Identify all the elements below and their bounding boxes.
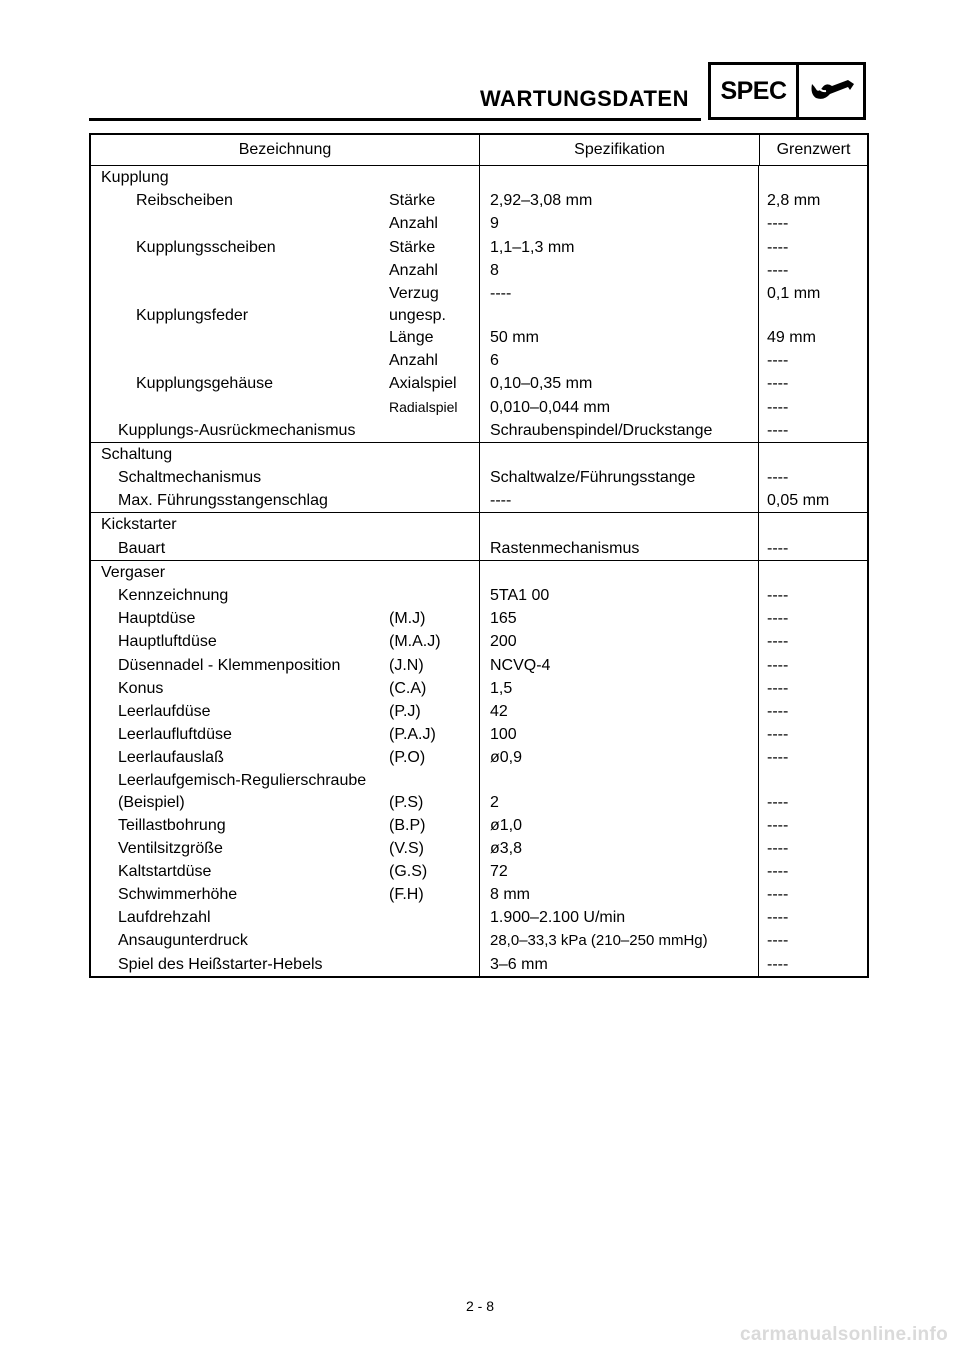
table-row xyxy=(91,607,867,630)
row-limit: ---- xyxy=(767,587,789,604)
row-limit: 0,05 mm xyxy=(767,492,830,510)
row-label: Schaltmechanismus xyxy=(118,469,262,487)
row-label: Reibscheiben xyxy=(136,192,233,210)
row-label: Leerlaufauslaß xyxy=(118,749,224,767)
table-row xyxy=(91,513,867,536)
row-limit: ---- xyxy=(767,352,789,370)
row-label: Max. Führungsstangenschlag xyxy=(118,492,328,510)
row-sublabel: Verzug xyxy=(389,284,439,302)
row-label: Kupplungsfeder xyxy=(136,307,249,325)
row-limit: 2,8 mm xyxy=(767,192,821,210)
row-limit: ---- xyxy=(767,793,789,811)
row-label: Konus xyxy=(118,679,164,697)
table-row xyxy=(91,305,867,349)
table-row xyxy=(91,746,867,769)
column-header-limit: Grenzwert xyxy=(776,141,851,158)
row-label: Kennzeichnung xyxy=(118,587,229,604)
table-row xyxy=(91,372,867,395)
wrench-icon xyxy=(804,74,858,108)
row-spec: 100 xyxy=(490,726,517,744)
row-limit: ---- xyxy=(767,238,789,256)
row-sublabel: Anzahl xyxy=(389,352,438,370)
row-label: Laufdrehzahl xyxy=(118,909,211,927)
row-label: Leerlaufdüse xyxy=(118,702,211,720)
row-label: Düsennadel - Klemmenposition xyxy=(118,656,341,674)
row-spec: 2,92–3,08 mm xyxy=(490,192,593,210)
row-spec: ---- xyxy=(490,492,512,510)
row-spec: 8 mm xyxy=(490,886,530,904)
row-limit: ---- xyxy=(767,909,789,927)
table-row xyxy=(91,770,867,814)
row-sublabel: Stärke xyxy=(389,238,436,256)
row-limit: ---- xyxy=(767,886,789,904)
row-code: (P.J) xyxy=(389,702,421,720)
table-row xyxy=(91,282,867,305)
section-kupplung xyxy=(91,166,867,443)
page-number: 2 - 8 xyxy=(465,1298,494,1314)
table-row xyxy=(91,349,867,372)
table-row xyxy=(91,654,867,677)
table-row xyxy=(91,166,867,189)
section-vergaser xyxy=(91,561,867,976)
table-row xyxy=(91,814,867,837)
row-label: Kupplungs-Ausrückmechanismus xyxy=(118,421,356,439)
section-kickstarter xyxy=(91,513,867,560)
row-sublabel: Axialspiel xyxy=(389,375,457,393)
row-code: (F.H) xyxy=(389,886,424,904)
row-limit: ---- xyxy=(767,215,789,233)
table-row xyxy=(91,466,867,489)
row-label: Ventilsitzgröße xyxy=(118,839,223,857)
row-label: Bauart xyxy=(118,539,166,557)
table-row xyxy=(91,189,867,212)
row-sublabel-top: ungesp. xyxy=(389,307,446,325)
row-limit: ---- xyxy=(767,539,789,557)
section-title: Vergaser xyxy=(101,563,166,581)
row-spec: 2 xyxy=(490,793,499,811)
row-sublabel: Länge xyxy=(389,329,434,347)
table-row xyxy=(91,561,867,584)
spec-icon-cell xyxy=(799,65,863,117)
row-limit: ---- xyxy=(767,749,789,767)
row-label: (Beispiel) xyxy=(118,793,185,811)
row-code: (B.P) xyxy=(389,816,426,834)
row-limit: ---- xyxy=(767,702,789,720)
row-limit: ---- xyxy=(767,656,789,674)
row-spec: Schraubenspindel/Druckstange xyxy=(490,421,713,439)
section-title: Kickstarter xyxy=(101,516,177,534)
row-spec: 8 xyxy=(490,261,499,279)
row-limit: ---- xyxy=(767,633,789,651)
table-row xyxy=(91,259,867,282)
row-label: Ansaugunterdruck xyxy=(118,932,248,950)
page-title: WARTUNGSDATEN xyxy=(480,86,689,111)
row-code: (G.S) xyxy=(389,862,428,880)
section-schaltung xyxy=(91,443,867,514)
table-row xyxy=(91,837,867,860)
row-code: (M.A.J) xyxy=(389,633,441,651)
row-label: Kupplungsgehäuse xyxy=(136,375,274,393)
row-spec: 200 xyxy=(490,633,517,651)
row-spec: NCVQ-4 xyxy=(490,656,551,674)
row-code: (P.S) xyxy=(389,793,424,811)
row-code: (P.O) xyxy=(389,749,426,767)
table-row xyxy=(91,860,867,883)
column-header-spec: Spezifikation xyxy=(480,135,760,165)
table-row xyxy=(91,489,867,512)
table-row xyxy=(91,396,867,419)
row-limit: ---- xyxy=(767,816,789,834)
row-spec: 9 xyxy=(490,215,499,233)
row-sublabel: Radialspiel xyxy=(389,398,458,415)
table-row xyxy=(91,537,867,560)
row-spec: 6 xyxy=(490,352,499,370)
row-limit: 0,1 mm xyxy=(767,284,821,302)
header-rule xyxy=(89,118,701,121)
row-limit: ---- xyxy=(767,679,789,697)
row-spec: 165 xyxy=(490,610,517,628)
row-spec: 72 xyxy=(490,862,508,880)
row-limit: ---- xyxy=(767,955,789,973)
table-row xyxy=(91,212,867,235)
spec-table xyxy=(89,133,869,978)
row-spec: ---- xyxy=(490,284,512,302)
column-header-name: Bezeichnung xyxy=(91,135,480,165)
table-row xyxy=(91,953,867,976)
row-limit: ---- xyxy=(767,375,789,393)
row-limit: 49 mm xyxy=(767,329,816,347)
table-row xyxy=(91,677,867,700)
row-spec: Schaltwalze/Führungsstange xyxy=(490,469,696,487)
row-limit: ---- xyxy=(767,862,789,880)
section-title: Schaltung xyxy=(101,445,173,463)
row-sublabel: Anzahl xyxy=(389,261,438,279)
row-spec: 28,0–33,3 kPa (210–250 mmHg) xyxy=(490,932,708,950)
row-limit: ---- xyxy=(767,421,789,439)
row-label: Kaltstartdüse xyxy=(118,862,212,880)
row-limit: ---- xyxy=(767,398,789,416)
row-spec: 1,1–1,3 mm xyxy=(490,238,575,256)
table-row xyxy=(91,929,867,952)
table-row xyxy=(91,236,867,259)
row-label: Spiel des Heißstarter-Hebels xyxy=(118,955,323,973)
row-spec: 0,010–0,044 mm xyxy=(490,398,611,416)
row-spec: ø0,9 xyxy=(490,749,523,767)
row-label: Hauptluftdüse xyxy=(118,633,217,651)
row-code: (P.A.J) xyxy=(389,726,436,744)
row-limit: ---- xyxy=(767,932,789,950)
row-spec: 0,10–0,35 mm xyxy=(490,375,593,393)
table-row xyxy=(91,700,867,723)
row-label: Teillastbohrung xyxy=(118,816,226,834)
row-spec: ø3,8 xyxy=(490,839,523,857)
row-code: (J.N) xyxy=(389,656,424,674)
row-limit: ---- xyxy=(767,261,789,279)
row-code: (V.S) xyxy=(389,839,424,857)
spec-label: SPEC xyxy=(711,65,799,117)
row-limit: ---- xyxy=(767,839,789,857)
row-spec: Rastenmechanismus xyxy=(490,539,640,557)
row-label: Kupplungsscheiben xyxy=(136,238,276,256)
row-code: (M.J) xyxy=(389,610,426,628)
table-row xyxy=(91,723,867,746)
table-row xyxy=(91,419,867,442)
row-limit: ---- xyxy=(767,610,789,628)
table-row xyxy=(91,443,867,466)
row-limit: ---- xyxy=(767,469,789,487)
row-sublabel: Anzahl xyxy=(389,215,438,233)
row-spec: 5TA1 00 xyxy=(490,587,550,604)
watermark: carmanualsonline.info xyxy=(740,1324,948,1345)
section-title: Kupplung xyxy=(101,169,169,186)
row-label: Schwimmerhöhe xyxy=(118,886,238,904)
row-spec: 1.900–2.100 U/min xyxy=(490,909,626,927)
row-spec: 3–6 mm xyxy=(490,955,548,973)
table-header xyxy=(91,135,867,166)
row-code: (C.A) xyxy=(389,679,427,697)
table-row xyxy=(91,906,867,929)
spec-badge xyxy=(708,62,866,120)
row-label-top: Leerlaufgemisch-Regulierschraube xyxy=(118,771,367,789)
row-label: Hauptdüse xyxy=(118,610,196,628)
row-spec: 42 xyxy=(490,702,508,720)
row-sublabel: Stärke xyxy=(389,192,436,210)
table-row xyxy=(91,883,867,906)
table-row xyxy=(91,584,867,607)
row-spec: ø1,0 xyxy=(490,816,523,834)
row-spec: 50 mm xyxy=(490,329,539,347)
row-spec: 1,5 xyxy=(490,679,513,697)
row-label: Leerlaufluftdüse xyxy=(118,726,232,744)
table-row xyxy=(91,630,867,653)
row-limit: ---- xyxy=(767,726,789,744)
